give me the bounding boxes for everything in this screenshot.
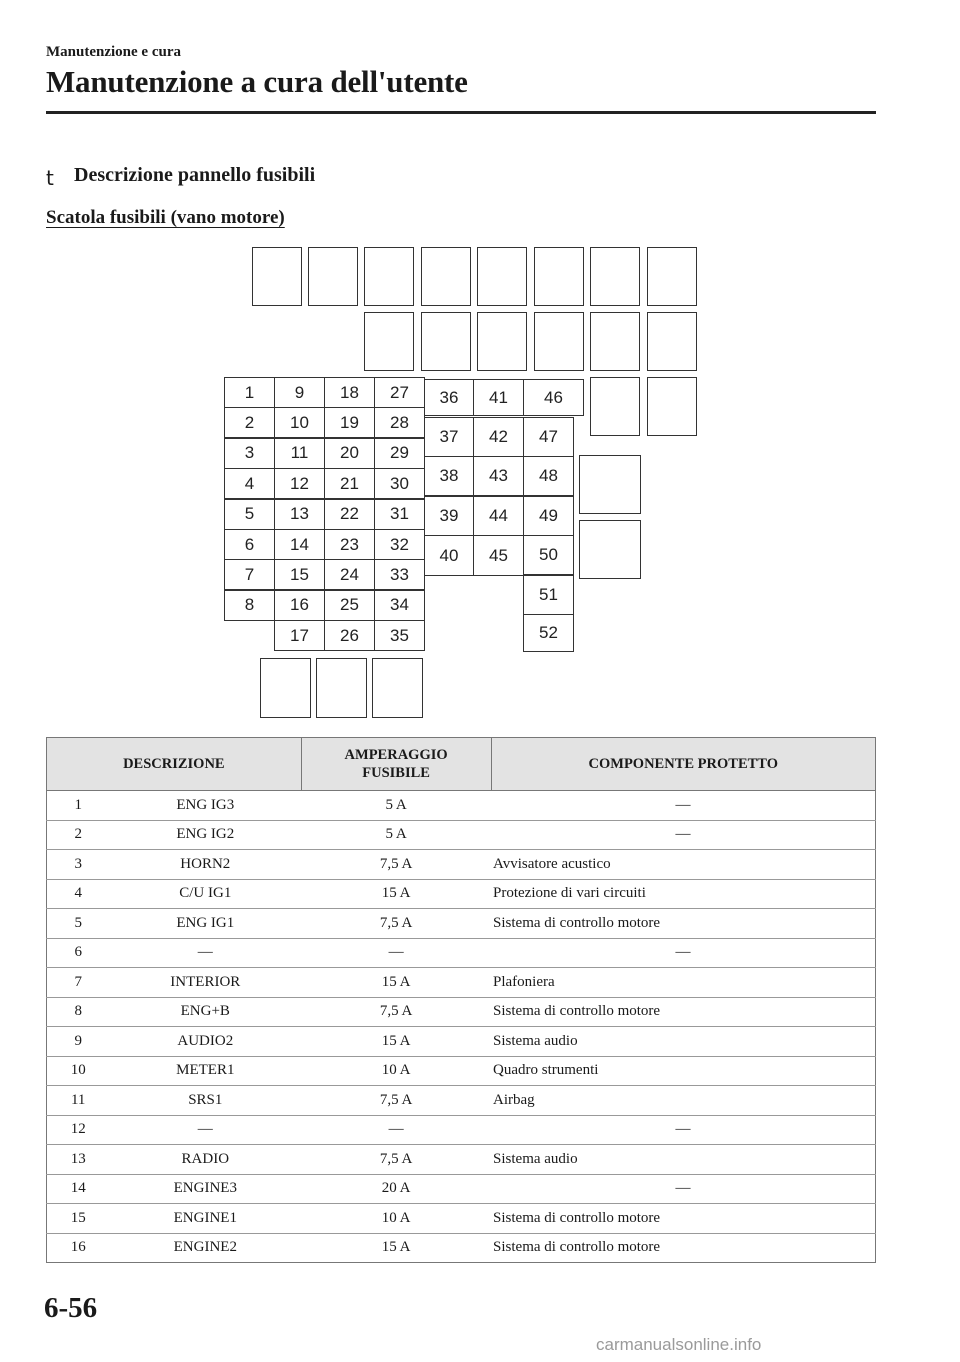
fuse-3: 3 — [224, 438, 275, 469]
chapter-title: Manutenzione a cura dell'utente — [46, 64, 468, 99]
fuse-table — [46, 737, 876, 1263]
cell-amperage: 15 A — [301, 879, 491, 909]
cell-number: 4 — [47, 879, 110, 909]
cell-component: — — [491, 791, 875, 821]
large-fuse-slot — [477, 312, 527, 371]
fuse-35: 35 — [374, 620, 425, 651]
cell-amperage: 20 A — [301, 1174, 491, 1204]
fuse-9: 9 — [274, 377, 325, 408]
cell-description: C/U IG1 — [109, 879, 301, 909]
fuse-19: 19 — [324, 407, 375, 438]
cell-component: — — [491, 820, 875, 850]
cell-description: ENGINE3 — [109, 1174, 301, 1204]
cell-component: — — [491, 938, 875, 968]
cell-amperage: 7,5 A — [301, 909, 491, 939]
fuse-27: 27 — [374, 377, 425, 408]
section-bullet: t — [46, 166, 54, 190]
cell-component: Plafoniera — [491, 968, 875, 998]
cell-component: Sistema di controllo motore — [491, 997, 875, 1027]
fuse-42: 42 — [473, 417, 524, 457]
fuse-44: 44 — [473, 496, 524, 536]
cell-component: Sistema di controllo motore — [491, 909, 875, 939]
cell-component: Sistema di controllo motore — [491, 1233, 875, 1263]
cell-description: SRS1 — [109, 1086, 301, 1116]
table-row — [47, 879, 876, 909]
table-header-row — [47, 738, 876, 791]
table-row — [47, 1086, 876, 1116]
fuse-28: 28 — [374, 407, 425, 438]
fuse-45: 45 — [473, 535, 524, 576]
fuse-41: 41 — [473, 379, 524, 416]
section-title: Descrizione pannello fusibili — [74, 164, 316, 186]
large-fuse-slot — [252, 247, 302, 306]
fuse-37: 37 — [424, 417, 474, 457]
cell-description: ENG IG1 — [109, 909, 301, 939]
fuse-29: 29 — [374, 438, 425, 469]
fuse-33: 33 — [374, 559, 425, 590]
cell-amperage: 15 A — [301, 968, 491, 998]
fuse-30: 30 — [374, 468, 425, 499]
fuse-22: 22 — [324, 499, 375, 530]
table-row — [47, 909, 876, 939]
cell-component: Sistema di controllo motore — [491, 1204, 875, 1234]
header-description: DESCRIZIONE — [47, 738, 302, 791]
header-amperage — [301, 738, 491, 791]
header-amperage-line2: FUSIBILE — [362, 765, 430, 781]
cell-amperage: 10 A — [301, 1204, 491, 1234]
large-fuse-slot — [364, 312, 414, 371]
fuse-10: 10 — [274, 407, 325, 438]
cell-amperage: 7,5 A — [301, 850, 491, 880]
cell-amperage: 7,5 A — [301, 997, 491, 1027]
table-row — [47, 1174, 876, 1204]
fuse-7: 7 — [224, 559, 275, 590]
cell-number: 14 — [47, 1174, 110, 1204]
cell-component: Avvisatore acustico — [491, 850, 875, 880]
cell-description: HORN2 — [109, 850, 301, 880]
large-fuse-slot — [421, 312, 471, 371]
large-fuse-slot — [534, 247, 584, 306]
fuse-11: 11 — [274, 438, 325, 469]
cell-number: 6 — [47, 938, 110, 968]
cell-component: Sistema audio — [491, 1027, 875, 1057]
large-fuse-slot — [364, 247, 414, 306]
cell-description: ENGINE2 — [109, 1233, 301, 1263]
cell-description: AUDIO2 — [109, 1027, 301, 1057]
fuse-31: 31 — [374, 499, 425, 530]
fuse-4: 4 — [224, 468, 275, 499]
page-number: 6-56 — [44, 1292, 98, 1324]
large-fuse-slot — [308, 247, 358, 306]
large-fuse-slot — [590, 377, 640, 436]
fuse-20: 20 — [324, 438, 375, 469]
table-row — [47, 1115, 876, 1145]
fuse-47: 47 — [523, 417, 574, 457]
cell-number: 15 — [47, 1204, 110, 1234]
large-fuse-slot — [534, 312, 584, 371]
cell-description: — — [109, 938, 301, 968]
cell-number: 10 — [47, 1056, 110, 1086]
fuse-38: 38 — [424, 456, 474, 496]
cell-amperage: 15 A — [301, 1027, 491, 1057]
fuse-18: 18 — [324, 377, 375, 408]
cell-number: 7 — [47, 968, 110, 998]
large-fuse-slot — [579, 520, 641, 579]
cell-component: — — [491, 1115, 875, 1145]
fuse-52: 52 — [523, 614, 574, 652]
cell-number: 11 — [47, 1086, 110, 1116]
cell-number: 8 — [47, 997, 110, 1027]
cell-number: 2 — [47, 820, 110, 850]
fuse-48: 48 — [523, 456, 574, 496]
cell-number: 9 — [47, 1027, 110, 1057]
cell-description: METER1 — [109, 1056, 301, 1086]
cell-description: INTERIOR — [109, 968, 301, 998]
fuse-51: 51 — [523, 575, 574, 615]
cell-amperage: 5 A — [301, 820, 491, 850]
cell-amperage: 15 A — [301, 1233, 491, 1263]
fuse-16: 16 — [274, 590, 325, 621]
fuse-39: 39 — [424, 496, 474, 536]
table-row — [47, 1145, 876, 1175]
fuse-21: 21 — [324, 468, 375, 499]
cell-component: Protezione di vari circuiti — [491, 879, 875, 909]
cell-number: 3 — [47, 850, 110, 880]
fuse-12: 12 — [274, 468, 325, 499]
cell-amperage: 5 A — [301, 791, 491, 821]
fuse-13: 13 — [274, 499, 325, 530]
cell-component: — — [491, 1174, 875, 1204]
large-fuse-slot — [647, 377, 697, 436]
cell-number: 16 — [47, 1233, 110, 1263]
cell-number: 12 — [47, 1115, 110, 1145]
large-fuse-slot — [647, 312, 697, 371]
cell-description: RADIO — [109, 1145, 301, 1175]
cell-description: ENGINE1 — [109, 1204, 301, 1234]
large-fuse-slot — [647, 247, 697, 306]
table-row — [47, 997, 876, 1027]
large-fuse-slot — [477, 247, 527, 306]
fuse-5: 5 — [224, 499, 275, 530]
table-row — [47, 850, 876, 880]
fuse-24: 24 — [324, 559, 375, 590]
large-fuse-slot — [260, 658, 311, 718]
cell-description: ENG IG3 — [109, 791, 301, 821]
large-fuse-slot — [372, 658, 423, 718]
table-row — [47, 1056, 876, 1086]
fuse-34: 34 — [374, 590, 425, 621]
fuse-8: 8 — [224, 590, 275, 621]
cell-description: — — [109, 1115, 301, 1145]
cell-amperage: — — [301, 1115, 491, 1145]
cell-amperage: — — [301, 938, 491, 968]
cell-number: 1 — [47, 791, 110, 821]
subsection-title: Scatola fusibili (vano motore) — [46, 207, 285, 228]
header-rule — [46, 111, 876, 114]
fuse-36: 36 — [424, 379, 474, 416]
large-fuse-slot — [579, 455, 641, 514]
cell-amperage: 7,5 A — [301, 1145, 491, 1175]
fuse-43: 43 — [473, 456, 524, 496]
large-fuse-slot — [421, 247, 471, 306]
fuse-50: 50 — [523, 535, 574, 575]
cell-component: Quadro strumenti — [491, 1056, 875, 1086]
section-label: Manutenzione e cura — [46, 44, 181, 60]
watermark: carmanualsonline.info — [596, 1335, 762, 1354]
fuse-1: 1 — [224, 377, 275, 408]
fuse-2: 2 — [224, 407, 275, 438]
fuse-17: 17 — [274, 620, 325, 651]
fuse-49: 49 — [523, 496, 574, 536]
fuse-32: 32 — [374, 529, 425, 560]
table-row — [47, 791, 876, 821]
table-row — [47, 1027, 876, 1057]
fuse-26: 26 — [324, 620, 375, 651]
cell-component: Sistema audio — [491, 1145, 875, 1175]
table-row — [47, 938, 876, 968]
cell-number: 13 — [47, 1145, 110, 1175]
large-fuse-slot — [590, 312, 640, 371]
table-row — [47, 1233, 876, 1263]
fuse-25: 25 — [324, 590, 375, 621]
header-component: COMPONENTE PROTETTO — [491, 738, 875, 791]
fuse-6: 6 — [224, 529, 275, 560]
table-row — [47, 1204, 876, 1234]
cell-number: 5 — [47, 909, 110, 939]
cell-component: Airbag — [491, 1086, 875, 1116]
cell-description: ENG IG2 — [109, 820, 301, 850]
large-fuse-slot — [590, 247, 640, 306]
fuse-23: 23 — [324, 529, 375, 560]
fuse-40: 40 — [424, 535, 474, 576]
fuse-14: 14 — [274, 529, 325, 560]
cell-description: ENG+B — [109, 997, 301, 1027]
cell-amperage: 7,5 A — [301, 1086, 491, 1116]
table-row — [47, 820, 876, 850]
cell-amperage: 10 A — [301, 1056, 491, 1086]
header-amperage-line1: AMPERAGGIO — [344, 747, 448, 763]
fuse-15: 15 — [274, 559, 325, 590]
fuse-46: 46 — [523, 379, 584, 416]
large-fuse-slot — [316, 658, 367, 718]
table-row — [47, 968, 876, 998]
